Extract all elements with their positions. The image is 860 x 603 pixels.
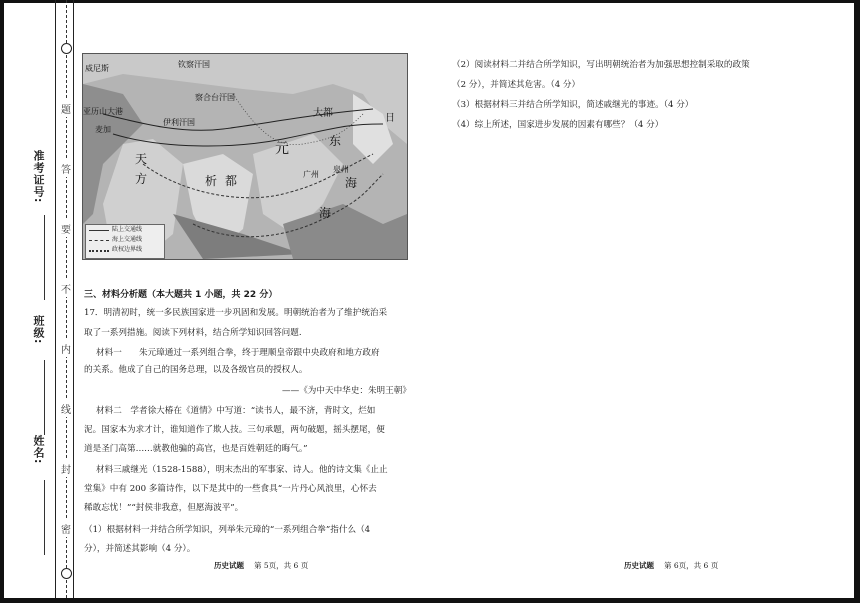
- q17-intro-line1: 17．明清初时，统一多民族国家进一步巩固和发展。明朝统治者为了维护统治采: [84, 308, 388, 318]
- legend-land-route: 陆上交通线: [86, 225, 164, 235]
- map-label-fang: 方: [135, 172, 148, 186]
- question1-line2: 分），并简述其影响（4 分）。: [84, 544, 196, 554]
- question2-line2: （2 分），并简述其危害。（4 分）: [452, 80, 581, 90]
- material2-line1: 材料二 学者徐大椿在《道情》中写道：“读书人，最不济，背时文，烂如: [96, 406, 376, 416]
- footer-subject: 历史试题: [214, 561, 244, 570]
- map-label-mecca: 麦加: [95, 125, 111, 134]
- map-label-hai: 海: [319, 206, 332, 220]
- material3-line2: 堂集》中有 200 多篇诗作，以下是其中的一些食具“一片丹心风浪里，心怀去: [84, 484, 377, 494]
- map-label-hai2: 海: [345, 176, 358, 190]
- material1-source: ——《为中天中华史：朱明王朝》: [282, 386, 411, 396]
- question4: （4）综上所述，国家进步发展的因素有哪些？（4 分）: [452, 120, 664, 130]
- material1-line1: 材料一 朱元璋通过一系列组合拳，终于理顺皇帝跟中央政府和地方政府: [96, 348, 380, 358]
- map-label-ilkhanate: 伊利汗国: [163, 118, 195, 127]
- right-page-footer: [624, 560, 718, 571]
- map-label-kipchak: 钦察汗国: [178, 60, 210, 69]
- binding-solid-line: [55, 0, 56, 598]
- map-label-guangzhou: 广州: [303, 170, 319, 179]
- map-label-alexandria: 亚历山大港: [83, 107, 123, 116]
- seal-char: 答: [61, 160, 71, 177]
- left-page-footer: [214, 560, 308, 571]
- map-label-du: 都: [225, 174, 238, 188]
- left-border: [0, 0, 4, 603]
- seal-char: 封: [61, 460, 71, 477]
- seal-char: 不: [61, 280, 71, 297]
- material2-line3: 道是圣门高第……就教他骗的高官，也是百姓朝廷的晦气。”: [84, 444, 308, 454]
- footer-subject: 历史试题: [624, 561, 654, 570]
- legend-sea-route: 海上交通线: [86, 235, 164, 245]
- material3-line3: 稀敢忘忧！”“封侯非我意，但愿海波平”。: [84, 503, 244, 513]
- seal-char: 线: [61, 400, 71, 417]
- name-field[interactable]: [44, 480, 45, 555]
- seal-char: 密: [61, 520, 71, 537]
- bottom-border: [0, 598, 860, 603]
- legend-border: 政权边界线: [86, 245, 164, 255]
- footer-page-number: 第 6页，共 6 页: [664, 561, 719, 570]
- question3: （3）根据材料三并结合所学知识，简述戚继光的事迹。（4 分）: [452, 100, 694, 110]
- section-title: 三、材料分析题（本大题共 1 小题，共 22 分）: [84, 290, 278, 300]
- exam-number-label: 准考证号:: [32, 150, 45, 204]
- map-label-chagatai: 察合台汗国: [195, 93, 235, 102]
- name-label: 姓名:: [32, 435, 45, 465]
- material2-line2: 泥。国家本为求才计，谁知道作了欺人技。三句承题，两句破题，摇头摆尾，便: [84, 425, 385, 435]
- map-label-venice: 威尼斯: [85, 64, 109, 73]
- material3-line1: 材料三戚继光（1528-1588），明末杰出的军事家、诗人。他的诗文集《止止: [96, 465, 388, 475]
- seal-char: 题: [61, 100, 71, 117]
- map-label-xi: 析: [205, 174, 218, 188]
- map-label-quanzhou: 泉州: [333, 165, 349, 174]
- historical-map: [82, 53, 408, 260]
- question1-line1: （1）根据材料一并结合所学知识，列举朱元璋的“一系列组合拳”指什么（4: [84, 525, 371, 535]
- map-legend: [85, 224, 165, 259]
- exam-number-field[interactable]: [44, 215, 45, 300]
- footer-page-number: 第 5页，共 6 页: [254, 561, 309, 570]
- class-label: 班级:: [32, 315, 45, 345]
- binding-hole-bottom: [61, 568, 72, 579]
- map-label-japan: 日: [385, 113, 395, 124]
- binding-solid-line-2: [73, 0, 74, 598]
- binding-hole-top: [61, 43, 72, 54]
- q17-intro-line2: 取了一系列措施。阅读下列材料，结合所学知识回答问题.: [84, 328, 302, 338]
- top-border: [0, 0, 860, 3]
- map-label-dadu: 大都: [313, 108, 333, 119]
- seal-char: 要: [61, 220, 71, 237]
- material1-line2: 的关系。他成了自己的国务总理，以及各级官员的授权人。: [84, 365, 308, 375]
- binding-dashed-line: [66, 0, 67, 598]
- seal-char: 内: [61, 340, 71, 357]
- map-label-dong: 东: [329, 134, 342, 148]
- map-label-yuan: 元: [275, 141, 289, 157]
- map-label-tian: 天: [135, 152, 148, 166]
- right-border: [854, 0, 860, 603]
- question2-line1: （2）阅读材料二并结合所学知识，写出明朝统治者为加强思想控制采取的政策: [452, 60, 750, 70]
- class-field[interactable]: [44, 360, 45, 435]
